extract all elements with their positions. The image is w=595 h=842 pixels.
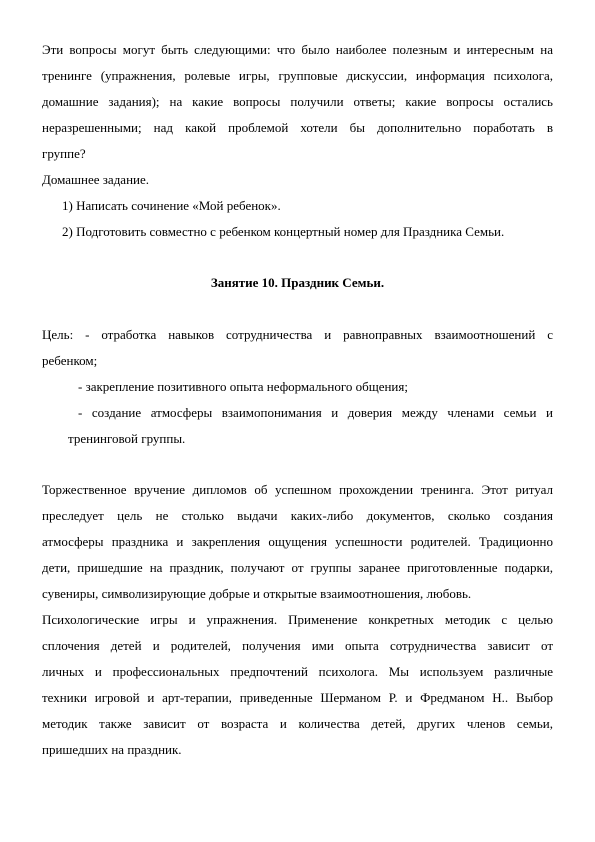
homework-item: 1) Написать сочинение «Мой ребенок».: [62, 198, 281, 213]
intro-line: тренинге (упражнения, ролевые игры, групповые дискуссии, информация психолога,: [42, 68, 553, 83]
paragraph-line: сувениры, символизирующие добрые и открытые взаимоотношения, любовь.: [42, 586, 472, 601]
goal-bullet: - создание атмосферы взаимопонимания и доверия между членами семьи и: [78, 405, 553, 420]
intro-line: домашние задания); на какие вопросы получили ответы; какие вопросы остались: [42, 94, 553, 109]
goal-line: ребенком;: [42, 353, 98, 368]
paragraph-line: Психологические игры и упражнения. Применение конкретных методик с целью: [42, 612, 553, 627]
homework-item: 2) Подготовить совместно с ребенком концертный номер для Праздника Семьи.: [62, 224, 505, 239]
paragraph-line: Торжественное вручение дипломов об успешном прохождении тренинга. Этот ритуал: [42, 482, 553, 497]
intro-line: группе?: [42, 146, 86, 161]
lesson-title: Занятие 10. Праздник Семьи.: [210, 275, 385, 290]
goal-bullet: - закрепление позитивного опыта неформального общения;: [78, 379, 408, 394]
paragraph-line: техники игровой и арт-терапии, приведенные Шерманом Р. и Фредманом Н.. Выбор: [42, 690, 553, 705]
goal-line: Цель: - отработка навыков сотрудничества и равноправных взаимоотношений с: [42, 327, 553, 342]
paragraph-line: сплочения детей и родителей, получения ими опыта сотрудничества зависит от: [42, 638, 553, 653]
paragraph-line: методик также зависит от возраста и количества детей, других членов семьи,: [42, 716, 553, 731]
paragraph-line: преследует цель не столько выдачи каких-либо документов, сколько создания: [42, 508, 553, 523]
homework-heading: Домашнее задание.: [42, 172, 150, 187]
paragraph-line: дети, пришедшие на праздник, получают от группы заранее приготовленные подарки,: [42, 560, 553, 575]
paragraph-line: атмосферы праздника и закрепления ощущения успешности родителей. Традиционно: [42, 534, 553, 549]
intro-line: неразрешенными; над какой проблемой хотели бы дополнительно поработать в: [42, 120, 553, 135]
goal-bullet-continuation: тренинговой группы.: [68, 431, 186, 446]
paragraph-line: личных и профессиональных предпочтений психолога. Мы используем различные: [42, 664, 553, 679]
paragraph-line: пришедших на праздник.: [42, 742, 182, 757]
intro-line: Эти вопросы могут быть следующими: что было наиболее полезным и интересным на: [42, 42, 553, 57]
